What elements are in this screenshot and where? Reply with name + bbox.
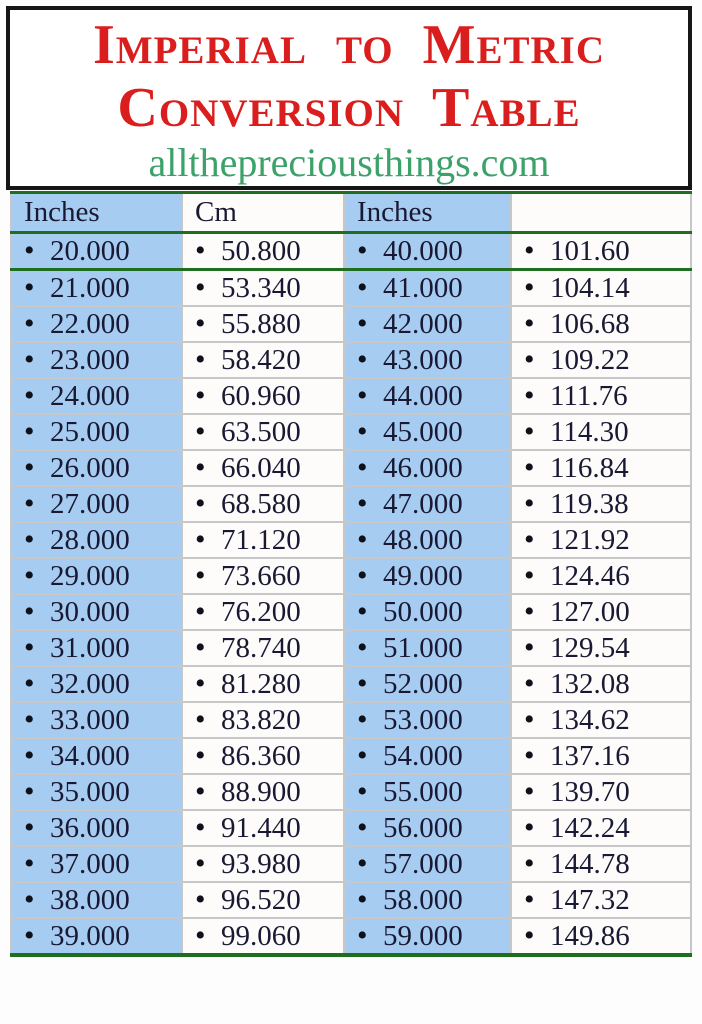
cm-cell — [182, 774, 344, 810]
inches-cell — [344, 702, 511, 738]
cell-value: 147.32 — [550, 884, 630, 916]
conversion-table — [10, 191, 692, 957]
cell-value: 39.000 — [50, 920, 130, 952]
bullet-icon: • — [195, 271, 206, 304]
bullet-icon: • — [357, 271, 368, 304]
cell-value: 58.000 — [383, 884, 463, 916]
bullet-icon: • — [195, 667, 206, 700]
cell-value: 43.000 — [383, 344, 463, 376]
bullet-icon: • — [24, 667, 35, 700]
cell-value: 33.000 — [50, 704, 130, 736]
cell-value: 51.000 — [383, 632, 463, 664]
cm-cell — [182, 270, 344, 307]
cm-cell — [182, 558, 344, 594]
table-row — [11, 882, 691, 918]
cell-value: 42.000 — [383, 308, 463, 340]
cell-value: 36.000 — [50, 812, 130, 844]
bullet-icon: • — [524, 883, 535, 916]
cm-cell — [182, 450, 344, 486]
table-row — [11, 846, 691, 882]
bullet-icon: • — [524, 271, 535, 304]
cell-value: 41.000 — [383, 272, 463, 304]
cm-cell — [511, 270, 691, 307]
bullet-icon: • — [195, 379, 206, 412]
cell-value: 55.000 — [383, 776, 463, 808]
cell-value: 40.000 — [383, 235, 463, 267]
cell-value: 88.900 — [221, 776, 301, 808]
cell-value: 29.000 — [50, 560, 130, 592]
inches-cell — [344, 378, 511, 414]
cell-value: 111.76 — [550, 380, 628, 412]
inches-cell — [11, 666, 182, 702]
cell-value: 56.000 — [383, 812, 463, 844]
bullet-icon: • — [195, 343, 206, 376]
bullet-icon: • — [524, 667, 535, 700]
cell-value: 32.000 — [50, 668, 130, 700]
bullet-icon: • — [357, 234, 368, 267]
inches-cell — [344, 918, 511, 955]
table-row — [11, 270, 691, 307]
cell-value: 68.580 — [221, 488, 301, 520]
table-row — [11, 522, 691, 558]
inches-cell — [11, 450, 182, 486]
cm-cell — [182, 522, 344, 558]
cell-value: 44.000 — [383, 380, 463, 412]
cm-cell — [511, 378, 691, 414]
bullet-icon: • — [357, 847, 368, 880]
bullet-icon: • — [195, 847, 206, 880]
inches-cell — [11, 810, 182, 846]
cell-value: 124.46 — [550, 560, 630, 592]
table-row — [11, 450, 691, 486]
inches-cell — [344, 666, 511, 702]
bullet-icon: • — [195, 234, 206, 267]
cm-cell — [182, 594, 344, 630]
cm-cell — [511, 810, 691, 846]
column-header-inches-2: Inches — [344, 193, 511, 233]
bullet-icon: • — [524, 415, 535, 448]
cell-value: 132.08 — [550, 668, 630, 700]
cell-value: 58.420 — [221, 344, 301, 376]
cm-cell — [182, 306, 344, 342]
inches-cell — [11, 342, 182, 378]
inches-cell — [344, 306, 511, 342]
bullet-icon: • — [357, 775, 368, 808]
bullet-icon: • — [24, 775, 35, 808]
cell-value: 137.16 — [550, 740, 630, 772]
cell-value: 63.500 — [221, 416, 301, 448]
inches-cell — [11, 414, 182, 450]
bullet-icon: • — [524, 234, 535, 267]
inches-cell — [11, 306, 182, 342]
cell-value: 119.38 — [550, 488, 629, 520]
cell-value: 27.000 — [50, 488, 130, 520]
bullet-icon: • — [524, 487, 535, 520]
cell-value: 25.000 — [50, 416, 130, 448]
cell-value: 20.000 — [50, 235, 130, 267]
bullet-icon: • — [524, 379, 535, 412]
bullet-icon: • — [524, 847, 535, 880]
cell-value: 60.960 — [221, 380, 301, 412]
inches-cell — [11, 774, 182, 810]
bullet-icon: • — [24, 379, 35, 412]
cm-cell — [182, 738, 344, 774]
cm-cell — [182, 702, 344, 738]
cell-value: 134.62 — [550, 704, 630, 736]
cell-value: 76.200 — [221, 596, 301, 628]
cm-cell — [182, 414, 344, 450]
inches-cell — [344, 270, 511, 307]
website-text: allthepreciousthings.com — [148, 140, 550, 185]
cell-value: 66.040 — [221, 452, 301, 484]
bullet-icon: • — [357, 487, 368, 520]
cell-value: 114.30 — [550, 416, 629, 448]
cell-value: 23.000 — [50, 344, 130, 376]
table-row — [11, 630, 691, 666]
page-title-line-1: Imperial to Metric — [93, 14, 605, 76]
cm-cell — [511, 702, 691, 738]
bullet-icon: • — [357, 811, 368, 844]
cell-value: 127.00 — [550, 596, 630, 628]
cell-value: 24.000 — [50, 380, 130, 412]
inches-cell — [344, 774, 511, 810]
cell-value: 48.000 — [383, 524, 463, 556]
cell-value: 139.70 — [550, 776, 630, 808]
bullet-icon: • — [357, 595, 368, 628]
bullet-icon: • — [195, 703, 206, 736]
bullet-icon: • — [24, 343, 35, 376]
cell-value: 116.84 — [550, 452, 629, 484]
cell-value: 50.000 — [383, 596, 463, 628]
cell-value: 21.000 — [50, 272, 130, 304]
cm-cell — [182, 918, 344, 955]
bullet-icon: • — [195, 883, 206, 916]
bullet-icon: • — [24, 451, 35, 484]
bullet-icon: • — [195, 919, 206, 952]
cm-cell — [182, 666, 344, 702]
inches-cell — [344, 450, 511, 486]
bullet-icon: • — [357, 343, 368, 376]
cm-cell — [511, 630, 691, 666]
bullet-icon: • — [24, 523, 35, 556]
bullet-icon: • — [524, 595, 535, 628]
cell-value: 109.22 — [550, 344, 630, 376]
table-row — [11, 233, 691, 270]
cell-value: 83.820 — [221, 704, 301, 736]
cm-cell — [511, 666, 691, 702]
cm-cell — [511, 342, 691, 378]
cm-cell — [511, 522, 691, 558]
bullet-icon: • — [24, 883, 35, 916]
cell-value: 142.24 — [550, 812, 630, 844]
table-row — [11, 306, 691, 342]
header-row — [11, 193, 691, 233]
cell-value: 52.000 — [383, 668, 463, 700]
cell-value: 106.68 — [550, 308, 630, 340]
inches-cell — [11, 846, 182, 882]
table-row — [11, 702, 691, 738]
bullet-icon: • — [24, 919, 35, 952]
bullet-icon: • — [195, 631, 206, 664]
bullet-icon: • — [195, 523, 206, 556]
bullet-icon: • — [24, 271, 35, 304]
table-row — [11, 774, 691, 810]
cell-value: 78.740 — [221, 632, 301, 664]
cm-cell — [511, 918, 691, 955]
inches-cell — [344, 630, 511, 666]
column-header-cm-1: Cm — [182, 193, 344, 233]
cell-value: 37.000 — [50, 848, 130, 880]
bullet-icon: • — [524, 703, 535, 736]
bullet-icon: • — [524, 523, 535, 556]
bullet-icon: • — [24, 234, 35, 267]
bullet-icon: • — [195, 415, 206, 448]
cm-cell — [511, 594, 691, 630]
table-row — [11, 738, 691, 774]
table-row — [11, 558, 691, 594]
inches-cell — [11, 630, 182, 666]
table-row — [11, 414, 691, 450]
cell-value: 45.000 — [383, 416, 463, 448]
bullet-icon: • — [357, 703, 368, 736]
inches-cell — [11, 882, 182, 918]
inches-cell — [11, 738, 182, 774]
inches-cell — [344, 233, 511, 270]
bullet-icon: • — [357, 631, 368, 664]
bullet-icon: • — [24, 559, 35, 592]
cm-cell — [511, 882, 691, 918]
cell-value: 71.120 — [221, 524, 301, 556]
inches-cell — [344, 522, 511, 558]
cell-value: 55.880 — [221, 308, 301, 340]
cell-value: 53.340 — [221, 272, 301, 304]
inches-cell — [11, 522, 182, 558]
inches-cell — [344, 594, 511, 630]
table-row — [11, 378, 691, 414]
cell-value: 93.980 — [221, 848, 301, 880]
cm-cell — [182, 378, 344, 414]
cell-value: 149.86 — [550, 920, 630, 952]
cm-cell — [511, 233, 691, 270]
bullet-icon: • — [357, 379, 368, 412]
inches-cell — [11, 378, 182, 414]
bullet-icon: • — [524, 775, 535, 808]
cm-cell — [182, 342, 344, 378]
cell-value: 26.000 — [50, 452, 130, 484]
cm-cell — [182, 810, 344, 846]
cell-value: 121.92 — [550, 524, 630, 556]
bullet-icon: • — [195, 595, 206, 628]
bullet-icon: • — [357, 415, 368, 448]
bullet-icon: • — [24, 307, 35, 340]
bullet-icon: • — [195, 487, 206, 520]
inches-cell — [11, 594, 182, 630]
header-card — [6, 6, 692, 190]
cell-value: 30.000 — [50, 596, 130, 628]
cm-cell — [182, 486, 344, 522]
cell-value: 104.14 — [550, 272, 630, 304]
inches-cell — [11, 486, 182, 522]
cm-cell — [511, 414, 691, 450]
bullet-icon: • — [195, 451, 206, 484]
inches-cell — [11, 918, 182, 955]
cm-cell — [182, 882, 344, 918]
cell-value: 54.000 — [383, 740, 463, 772]
cell-value: 49.000 — [383, 560, 463, 592]
cell-value: 73.660 — [221, 560, 301, 592]
bullet-icon: • — [524, 343, 535, 376]
inches-cell — [11, 702, 182, 738]
inches-cell — [11, 270, 182, 307]
bullet-icon: • — [24, 415, 35, 448]
bullet-icon: • — [357, 883, 368, 916]
cell-value: 53.000 — [383, 704, 463, 736]
cell-value: 129.54 — [550, 632, 630, 664]
bullet-icon: • — [357, 739, 368, 772]
column-header-inches-1: Inches — [11, 193, 182, 233]
bullet-icon: • — [24, 595, 35, 628]
cell-value: 101.60 — [550, 235, 630, 267]
cell-value: 28.000 — [50, 524, 130, 556]
bullet-icon: • — [24, 739, 35, 772]
table-row — [11, 810, 691, 846]
cell-value: 96.520 — [221, 884, 301, 916]
column-header-cm-2 — [511, 193, 691, 233]
cm-cell — [511, 558, 691, 594]
bullet-icon: • — [524, 739, 535, 772]
bullet-icon: • — [24, 703, 35, 736]
cm-cell — [182, 233, 344, 270]
cell-value: 35.000 — [50, 776, 130, 808]
cell-value: 22.000 — [50, 308, 130, 340]
inches-cell — [344, 486, 511, 522]
table-row — [11, 486, 691, 522]
cm-cell — [511, 450, 691, 486]
cell-value: 81.280 — [221, 668, 301, 700]
bullet-icon: • — [195, 811, 206, 844]
bullet-icon: • — [524, 631, 535, 664]
cell-value: 91.440 — [221, 812, 301, 844]
inches-cell — [344, 846, 511, 882]
bullet-icon: • — [195, 739, 206, 772]
cell-value: 86.360 — [221, 740, 301, 772]
inches-cell — [11, 558, 182, 594]
cell-value: 57.000 — [383, 848, 463, 880]
cell-value: 99.060 — [221, 920, 301, 952]
cell-value: 59.000 — [383, 920, 463, 952]
bullet-icon: • — [357, 919, 368, 952]
conversion-table-body — [11, 233, 691, 956]
bullet-icon: • — [524, 559, 535, 592]
inches-cell — [344, 342, 511, 378]
cell-value: 38.000 — [50, 884, 130, 916]
table-row — [11, 666, 691, 702]
cm-cell — [511, 738, 691, 774]
bullet-icon: • — [24, 487, 35, 520]
cell-value: 47.000 — [383, 488, 463, 520]
inches-cell — [344, 882, 511, 918]
bullet-icon: • — [24, 631, 35, 664]
bullet-icon: • — [357, 307, 368, 340]
bullet-icon: • — [195, 307, 206, 340]
bullet-icon: • — [524, 811, 535, 844]
table-row — [11, 918, 691, 955]
bullet-icon: • — [524, 307, 535, 340]
bullet-icon: • — [357, 667, 368, 700]
inches-cell — [11, 233, 182, 270]
inches-cell — [344, 414, 511, 450]
bullet-icon: • — [357, 523, 368, 556]
bullet-icon: • — [24, 847, 35, 880]
table-row — [11, 594, 691, 630]
inches-cell — [344, 558, 511, 594]
cell-value: 31.000 — [50, 632, 130, 664]
page-title-line-2: Conversion Table — [117, 77, 581, 139]
bullet-icon: • — [24, 811, 35, 844]
bullet-icon: • — [357, 451, 368, 484]
inches-cell — [344, 738, 511, 774]
bullet-icon: • — [195, 559, 206, 592]
cell-value: 34.000 — [50, 740, 130, 772]
cell-value: 46.000 — [383, 452, 463, 484]
cm-cell — [511, 846, 691, 882]
cm-cell — [182, 630, 344, 666]
bullet-icon: • — [524, 451, 535, 484]
cm-cell — [511, 774, 691, 810]
cm-cell — [511, 306, 691, 342]
bullet-icon: • — [357, 559, 368, 592]
bullet-icon: • — [195, 775, 206, 808]
bullet-icon: • — [524, 919, 535, 952]
inches-cell — [344, 810, 511, 846]
cm-cell — [511, 486, 691, 522]
table-row — [11, 342, 691, 378]
cell-value: 50.800 — [221, 235, 301, 267]
cell-value: 144.78 — [550, 848, 630, 880]
conversion-table-header — [11, 193, 691, 233]
cm-cell — [182, 846, 344, 882]
